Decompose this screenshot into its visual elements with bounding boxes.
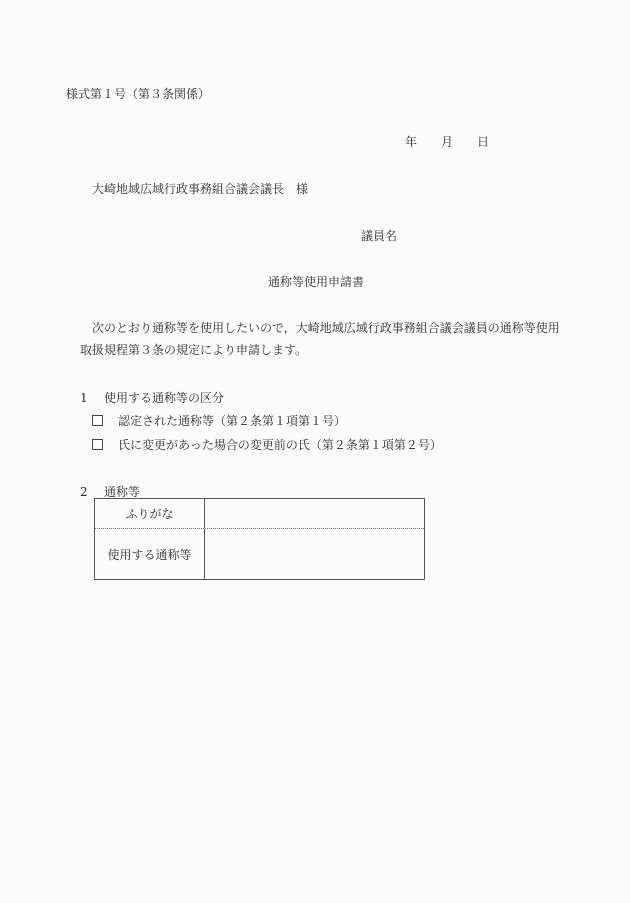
section1-heading: [80, 390, 224, 406]
option-recognized-nickname[interactable]: [92, 413, 346, 429]
body-paragraph: [80, 317, 560, 361]
addressee: [92, 181, 308, 197]
table-row-furigana: [95, 499, 424, 529]
furigana-input[interactable]: [205, 499, 424, 528]
section1-title: 使用する通称等の区分: [104, 391, 225, 405]
year-label: 年: [405, 135, 418, 149]
section2-number: 2: [80, 485, 88, 499]
section1-number: 1: [80, 391, 88, 405]
checkbox-icon[interactable]: [92, 439, 103, 450]
member-name-label: 議員名: [361, 229, 398, 243]
day-label: 日: [477, 135, 490, 149]
nickname-input[interactable]: [205, 529, 424, 580]
furigana-label: ふりがな: [95, 499, 205, 528]
body-line-1: 次のとおり通称等を使用したいので，大崎地域広域行政事務組合議会議員の通称等使用: [92, 321, 560, 335]
addressee-name: 大崎地域広域行政事務組合議会議長: [92, 182, 285, 196]
nickname-table: [94, 498, 425, 580]
option-label: 氏に変更があった場合の変更前の氏（第２条第１項第２号）: [118, 438, 442, 452]
form-number: 様式第１号（第３条関係）: [66, 87, 211, 101]
document-title: 通称等使用申請書: [268, 275, 365, 289]
checkbox-icon[interactable]: [92, 415, 103, 426]
body-line-2: 取扱規程第３条の規定により申請します。: [80, 343, 308, 357]
section2-title: 通称等: [104, 485, 141, 499]
option-former-surname[interactable]: [92, 437, 442, 453]
option-label: 認定された通称等（第２条第１項第１号）: [118, 414, 347, 428]
month-label: 月: [441, 135, 454, 149]
date-line: [405, 134, 489, 150]
table-row-nickname: [95, 529, 424, 580]
addressee-honorific: 様: [296, 182, 309, 196]
nickname-label: 使用する通称等: [95, 529, 205, 580]
